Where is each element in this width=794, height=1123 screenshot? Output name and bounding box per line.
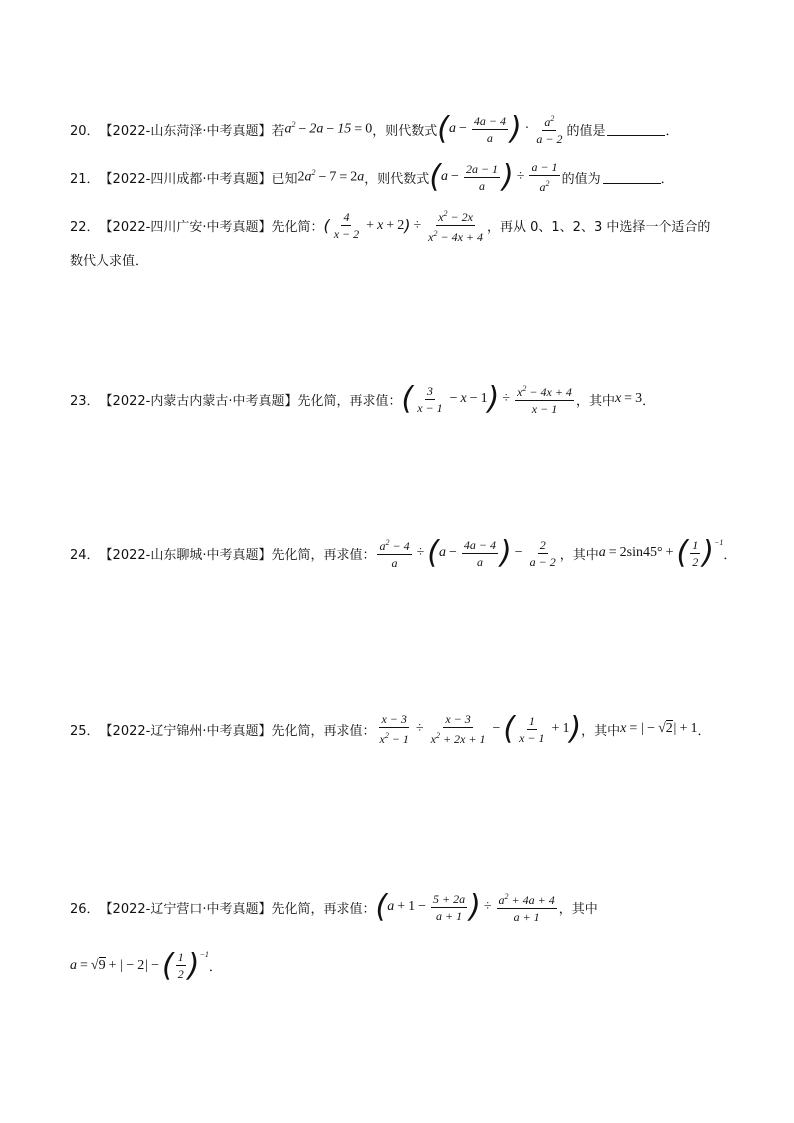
question-number: 24． xyxy=(70,547,100,563)
answer-blank xyxy=(603,171,661,184)
source-tag: 【2022-四川成都·中考真题】 xyxy=(99,171,272,187)
question-25: 25． 【2022-辽宁锦州·中考真题】 先化简，再求值： $\frac{x - 3}{x^2 - 1}$ ÷ $\frac{x - 3}{x^2 + 2x + 1}$ − ( $\frac{1}{x - 1}$ + 1 ) ，其中 x = | − √2| + 1 ． xyxy=(70,710,711,747)
expression: $\frac{x - 3}{x^2 - 1}$ ÷ $\frac{x - 3}{x^2 + 2x + 1}$ − ( $\frac{1}{x - 1}$ + 1 ) xyxy=(379,710,582,747)
equation: $a^2 - 2a - 15 = 0$ xyxy=(284,120,373,137)
question-22-line2: 数代人求值． xyxy=(70,254,149,269)
question-22: 22． 【2022-四川广安·中考真题】 先化简： ( $\frac{4}{x - 2}$ + x + 2 ) ÷ $\frac{x^2 - 2x}{x^2 - 4x + 4}$ ，再从 0、1、2、3 中选择一个适合的 xyxy=(70,209,711,244)
question-number: 21． xyxy=(70,171,100,187)
condition: x = | − √2| + 1 xyxy=(620,721,698,736)
question-26: 26． 【2022-辽宁营口·中考真题】 先化简，再求值： ( a + 1 − $\frac{5 + 2a}{a + 1}$ ) ÷ $\frac{a^2 + 4a + 4}{a + 1}$ ，其中 xyxy=(70,888,598,925)
question-21: 21． 【2022-四川成都·中考真题】 已知 $2a^2 - 7 = 2a$ ，则代数式 ( a − $\frac{2a - 1}{a}$ ) ÷ $\frac{a - 1}{a^2}$ 的值为 ． xyxy=(70,158,674,195)
source-tag: 【2022-四川广安·中考真题】 xyxy=(99,220,272,235)
expression: $\frac{a^2 - 4}{a}$ ÷ ( a − $\frac{4a - 4}{a}$ ) − $\frac{2}{a - 2}$ xyxy=(379,534,556,571)
source-tag: 【2022-山东聊城·中考真题】 xyxy=(99,547,272,563)
question-26-line2: a = √ 9 + | − 2 | − ( $\frac{1}{2}$ ) $^{-1}$ ． xyxy=(70,946,222,984)
condition: x = 3 xyxy=(614,391,643,406)
expression: ( a − $\frac{4a - 4}{a}$ ) · $\frac{a^2}{a - 2}$ xyxy=(437,110,563,147)
answer-blank xyxy=(607,123,665,136)
question-20: 20． 【2022-山东菏泽·中考真题】 若 $a^2 - 2a - 15 = 0$ ，则代数式 ( a − $\frac{4a - 4}{a}$ ) · $\frac{a^2}{a - 2}$ 的值是 ． xyxy=(70,110,679,147)
question-23: 23． 【2022-内蒙古内蒙古·中考真题】 先化简，再求值： ( $\frac{3}{x - 1}$ − x − 1 ) ÷ $\frac{x^2 - 4x + 4}{x - 1}$ ，其中 x = 3 ． xyxy=(70,380,656,417)
condition: a = 2sin45° + ( $\frac{1}{2}$ ) $^{-1}$ xyxy=(598,534,724,571)
equation: $2a^2 - 7 = 2a$ xyxy=(297,168,365,185)
source-tag: 【2022-山东菏泽·中考真题】 xyxy=(99,123,272,139)
source-tag: 【2022-辽宁锦州·中考真题】 xyxy=(99,723,272,739)
question-24: 24． 【2022-山东聊城·中考真题】 先化简，再求值： $\frac{a^2 - 4}{a}$ ÷ ( a − $\frac{4a - 4}{a}$ ) − $\frac{2}{a - 2}$ ，其中 a = 2sin45° + ( $\frac{1}{2}$ ) $^{-1}$ ． xyxy=(70,534,737,571)
expression: ( $\frac{4}{x - 2}$ + x + 2 ) ÷ $\frac{x^2 - 2x}{x^2 - 4x + 4}$ xyxy=(323,209,483,244)
expression: ( a + 1 − $\frac{5 + 2a}{a + 1}$ ) ÷ $\frac{a^2 + 4a + 4}{a + 1}$ xyxy=(375,888,555,925)
question-number: 26． xyxy=(70,901,100,917)
question-number: 23． xyxy=(70,393,100,409)
condition: a = √ 9 + | − 2 | − ( $\frac{1}{2}$ ) $^{-1}$ xyxy=(70,946,209,984)
question-number: 25． xyxy=(70,723,100,739)
expression: ( $\frac{3}{x - 1}$ − x − 1 ) ÷ $\frac{x^2 - 4x + 4}{x - 1}$ xyxy=(401,380,572,417)
question-number: 22． xyxy=(70,220,100,235)
expression: ( a − $\frac{2a - 1}{a}$ ) ÷ $\frac{a - 1}{a^2}$ xyxy=(429,158,558,195)
question-number: 20． xyxy=(70,123,100,139)
source-tag: 【2022-辽宁营口·中考真题】 xyxy=(99,901,272,917)
source-tag: 【2022-内蒙古内蒙古·中考真题】 xyxy=(99,393,298,409)
